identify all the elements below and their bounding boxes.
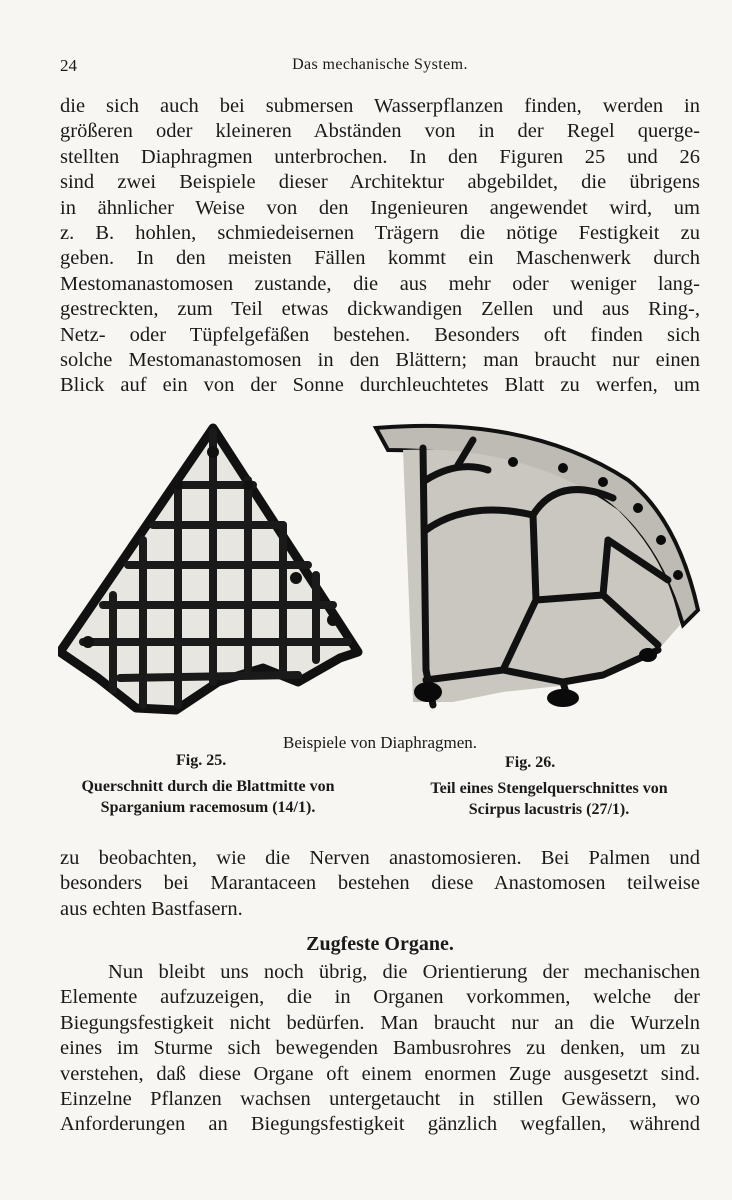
- text-line: stellten Diaphragmen unterbrochen. In den Figuren 25 und 26: [60, 145, 700, 168]
- figure-illustrations: [58, 420, 704, 730]
- text-line: solche Mestomanastomosen in den Blättern; man braucht nur einen: [60, 348, 700, 371]
- text-line: besonders bei Marantaceen bestehen diese Anastomosen teilweise: [60, 872, 700, 895]
- text-line: Einzelne Pflanzen wachsen untergetaucht in stillen Gewässern, wo: [60, 1087, 700, 1110]
- text-line: sind zwei Beispiele dieser Architektur abgebildet, die übrigens: [60, 171, 700, 194]
- text-line: Elemente aufzuzeigen, die in Organen vorkommen, welche der: [60, 986, 700, 1009]
- text-line: Anforderungen an Biegungsfestigkeit gänzlich wegfallen, während: [60, 1113, 700, 1136]
- text-line: aus echten Bastfasern.: [60, 897, 243, 920]
- fig-25-illustration: [60, 428, 358, 710]
- fig-25-caption: [58, 776, 358, 818]
- text-line: gestreckten, zum Teil etwas dickwandigen Zellen und aus Ring-,: [60, 298, 700, 321]
- fig-26-number: Fig. 26.: [505, 754, 556, 771]
- text-line: in ähnlicher Weise von den Ingenieuren angewendet wird, um: [60, 196, 700, 219]
- fig-25-number: Fig. 25.: [176, 752, 227, 769]
- text-line: z. B. hohlen, schmiedeisernen Trägern die nötige Festigkeit zu: [60, 221, 700, 244]
- running-head: Das mechanische System.: [292, 56, 468, 73]
- text-line: verstehen, daß diese Organe oft einem enormen Zuge ausgesetzt sind.: [60, 1062, 700, 1085]
- section-paragraph: [60, 960, 700, 1138]
- caption-line: Scirpus lacustris (27/1).: [468, 801, 630, 818]
- text-line: eines im Sturme sich bewegenden Bambusrohres zu denken, um zu: [60, 1037, 700, 1060]
- paragraph-2: [60, 846, 700, 922]
- text-line: Blick auf ein von der Sonne durchleuchtetes Blatt zu werfen, um: [60, 374, 700, 397]
- fig-26-illustration: [376, 426, 698, 707]
- section-heading: Zugfeste Organe.: [306, 933, 454, 955]
- caption-line: Sparganium racemosum (14/1).: [100, 799, 316, 816]
- caption-line: Querschnitt durch die Blattmitte von: [81, 778, 335, 795]
- page-number: 24: [60, 56, 77, 75]
- paragraph-1: [60, 94, 700, 399]
- page-header: [60, 56, 700, 80]
- text-line: Netz- oder Tüpfelgefäßen bestehen. Besonders oft finden sich: [60, 323, 700, 346]
- figure-common-caption: Beispiele von Diaphragmen.: [282, 733, 478, 752]
- text-line: geben. In den meisten Fällen kommt ein Maschenwerk durch: [60, 247, 700, 270]
- caption-line: Teil eines Stengelquerschnittes von: [430, 780, 668, 797]
- text-line: Biegungsfestigkeit nicht bedürfen. Man braucht nur an die Wurzeln: [60, 1011, 700, 1034]
- text-line: die sich auch bei submersen Wasserpflanzen finden, werden in: [60, 95, 700, 117]
- text-line: zu beobachten, wie die Nerven anastomosieren. Bei Palmen und: [60, 847, 700, 869]
- fig-26-caption: [398, 778, 700, 820]
- text-line: Mestomanastomosen zustande, die aus mehr oder weniger lang-: [60, 272, 700, 295]
- text-line: Nun bleibt uns noch übrig, die Orientierung der mechanischen: [108, 961, 700, 983]
- text-line: größeren oder kleineren Abständen von in der Regel querge-: [60, 120, 700, 143]
